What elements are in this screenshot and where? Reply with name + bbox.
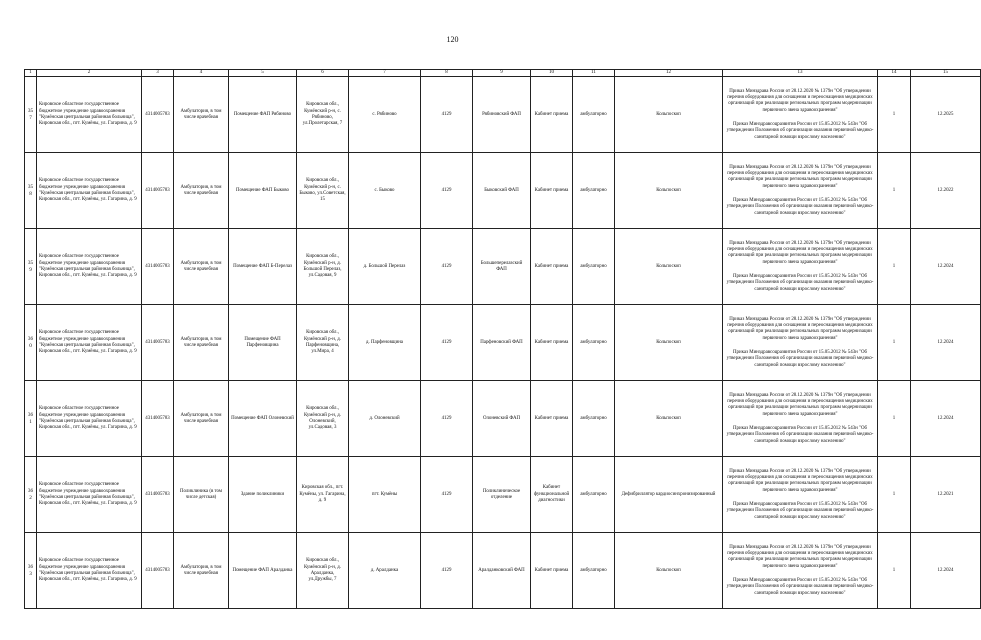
unit-cell: Парфеновский ФАП [473,305,531,381]
care-mode-cell: амбулаторно [573,533,615,609]
legal-basis-order-543n: Приказ Минздравсоцразвития России от 15.05.2012 № 543н "Об утверждении Положения об организации оказания первичной медико-санитарной помощи взрослому населению" [726,426,874,444]
care-mode-cell: амбулаторно [573,305,615,381]
premises-cell: Помещение ФАП Олоневский [229,381,297,457]
organization-cell: Кировское областное государственное бюджетное учреждение здравоохранения "Кумёнская центральная районная больница", Кировская обл., пгт. Кумёны, ул. Гагарина, д. 9 [37,381,142,457]
due-date-cell: 12.2024 [911,229,981,305]
legal-basis-cell [723,229,878,305]
legal-basis-order-543n: Приказ Минздравсоцразвития России от 15.05.2012 № 543н "Об утверждении Положения об организации оказания первичной медико-санитарной помощи взрослому населению" [726,198,874,216]
locality-cell: с. Рябиново [349,77,421,153]
due-date-cell: 12.2024 [911,381,981,457]
due-date-cell: 12.2025 [911,77,981,153]
column-number: 7 [349,70,421,77]
inn-cell: 4314005783 [142,229,174,305]
column-number: 11 [573,70,615,77]
legal-basis-cell [723,457,878,533]
premises-cell: Помещение ФАП Парфеновщина [229,305,297,381]
facility-type-cell: Амбулатория, в том числе врачебная [174,533,229,609]
row-number-cell: 362 [25,457,37,533]
column-number: 4 [174,70,229,77]
table-row [25,533,981,609]
table-row [25,77,981,153]
unit-cell: Рябиновский ФАП [473,77,531,153]
unit-cell: Поликлиническое отделение [473,457,531,533]
column-number: 3 [142,70,174,77]
quantity-cell: 1 [878,77,911,153]
table-row [25,457,981,533]
legal-basis-order-1379n: Приказ Минздрава России от 28.12.2020 № 1379н "Об утверждении перечня оборудования для оснащения и переоснащения медицинских организаций при реализации региональных программ модернизации первичного звена здравоохранения" [727,164,873,189]
address-cell: Кировская обл., Кумёнский р-н, с. Рябиново, ул.Пролетарская, 7 [297,77,349,153]
inn-cell: 4314005783 [142,153,174,229]
column-number: 2 [37,70,142,77]
legal-basis-order-1379n: Приказ Минздрава России от 28.12.2020 № 1379н "Об утверждении перечня оборудования для оснащения и переоснащения медицинских организаций при реализации региональных программ модернизации первичного звена здравоохранения" [727,240,873,265]
legal-basis-order-543n: Приказ Минздравсоцразвития России от 15.05.2012 № 543н "Об утверждении Положения об организации оказания первичной медико-санитарной помощи взрослому населению" [726,274,874,292]
equipment-cell: Дефибриллятор кардиосинхронизированный [615,457,723,533]
equipment-cell: Кольпоскоп [615,533,723,609]
equipment-cell: Кольпоскоп [615,77,723,153]
column-number: 9 [473,70,531,77]
premises-cell: Помещение ФАП Рябиново [229,77,297,153]
care-mode-cell: амбулаторно [573,381,615,457]
quantity-cell: 1 [878,153,911,229]
facility-type-cell: Амбулатория, в том числе врачебная [174,153,229,229]
address-cell: Кировская обл., Кумёнский р-н, д. Олоневский, ул.Садовая, 3 [297,381,349,457]
register-table [24,69,981,609]
premises-cell: Помещение ФАП Быково [229,153,297,229]
code-cell: 4129 [421,533,473,609]
facility-type-cell: Поликлиника (в том числе детская) [174,457,229,533]
table-row [25,305,981,381]
legal-basis-cell [723,381,878,457]
column-number: 15 [911,70,981,77]
code-cell: 4129 [421,229,473,305]
premises-cell: Здание поликлиники [229,457,297,533]
due-date-cell: 12.2021 [911,457,981,533]
column-number: 6 [297,70,349,77]
facility-type-cell: Амбулатория, в том числе врачебная [174,229,229,305]
address-cell: Кировская обл., Кумёнский р-н, д. Аралданка, ул.Дружбы, 7 [297,533,349,609]
row-number-cell: 361 [25,381,37,457]
unit-cell: Аралданковский ФАП [473,533,531,609]
legal-basis-order-1379n: Приказ Минздрава России от 28.12.2020 № 1379н "Об утверждении перечня оборудования для оснащения и переоснащения медицинских организаций при реализации региональных программ модернизации первичного звена здравоохранения" [727,392,873,417]
column-number: 12 [615,70,723,77]
inn-cell: 4314005783 [142,533,174,609]
inn-cell: 4314005783 [142,381,174,457]
care-mode-cell: амбулаторно [573,457,615,533]
due-date-cell: 12.2024 [911,305,981,381]
room-cell: Кабинет функциональной диагностики [531,457,573,533]
code-cell: 4129 [421,457,473,533]
locality-cell: д. Олоневский [349,381,421,457]
unit-cell: Быковский ФАП [473,153,531,229]
equipment-cell: Кольпоскоп [615,229,723,305]
care-mode-cell: амбулаторно [573,229,615,305]
room-cell: Кабинет приема [531,381,573,457]
legal-basis-cell [723,77,878,153]
unit-cell: Большеперелазский ФАП [473,229,531,305]
legal-basis-order-1379n: Приказ Минздрава России от 28.12.2020 № 1379н "Об утверждении перечня оборудования для оснащения и переоснащения медицинских организаций при реализации региональных программ модернизации первичного звена здравоохранения" [727,468,873,493]
legal-basis-order-543n: Приказ Минздравсоцразвития России от 15.05.2012 № 543н "Об утверждении Положения об организации оказания первичной медико-санитарной помощи взрослому населению" [726,578,874,596]
locality-cell: пгт. Кумёны [349,457,421,533]
inn-cell: 4314005783 [142,457,174,533]
organization-cell: Кировское областное государственное бюджетное учреждение здравоохранения "Кумёнская центральная районная больница", Кировская обл., пгт. Кумёны, ул. Гагарина, д. 9 [37,229,142,305]
care-mode-cell: амбулаторно [573,77,615,153]
room-cell: Кабинет приема [531,533,573,609]
quantity-cell: 1 [878,457,911,533]
page-number: 120 [446,35,459,44]
legal-basis-order-1379n: Приказ Минздрава России от 28.12.2020 № 1379н "Об утверждении перечня оборудования для оснащения и переоснащения медицинских организаций при реализации региональных программ модернизации первичного звена здравоохранения" [727,544,873,569]
legal-basis-order-1379n: Приказ Минздрава России от 28.12.2020 № 1379н "Об утверждении перечня оборудования для оснащения и переоснащения медицинских организаций при реализации региональных программ модернизации первичного звена здравоохранения" [727,316,873,341]
room-cell: Кабинет приема [531,229,573,305]
facility-type-cell: Амбулатория, в том числе врачебная [174,77,229,153]
address-cell: Кировская обл., Кумёнский р-н, д. Парфеновщина, ул.Мира, 4 [297,305,349,381]
unit-cell: Олоневский ФАП [473,381,531,457]
row-number-cell: 360 [25,305,37,381]
row-number-cell: 363 [25,533,37,609]
column-number: 14 [878,70,911,77]
inn-cell: 4314005783 [142,305,174,381]
organization-cell: Кировское областное государственное бюджетное учреждение здравоохранения "Кумёнская центральная районная больница", Кировская обл., пгт. Кумёны, ул. Гагарина, д. 9 [37,533,142,609]
legal-basis-order-543n: Приказ Минздравсоцразвития России от 15.05.2012 № 543н "Об утверждении Положения об организации оказания первичной медико-санитарной помощи взрослому населению" [726,502,874,520]
code-cell: 4129 [421,153,473,229]
premises-cell: Помещение ФАП Б-Перелаз [229,229,297,305]
column-number-row [25,70,981,77]
legal-basis-order-543n: Приказ Минздравсоцразвития России от 15.05.2012 № 543н "Об утверждении Положения об организации оказания первичной медико-санитарной помощи взрослому населению" [726,122,874,140]
due-date-cell: 12.2022 [911,153,981,229]
column-number: 8 [421,70,473,77]
locality-cell: д. Аралданка [349,533,421,609]
column-number: 13 [723,70,878,77]
due-date-cell: 12.2024 [911,533,981,609]
legal-basis-cell [723,533,878,609]
address-cell: Кировская обл., Кумёнский р-н, д. Большой Перелаз, ул.Садовая, 9 [297,229,349,305]
row-number-cell: 357 [25,77,37,153]
room-cell: Кабинет приема [531,153,573,229]
locality-cell: д. Парфеновщина [349,305,421,381]
legal-basis-order-1379n: Приказ Минздрава России от 28.12.2020 № 1379н "Об утверждении перечня оборудования для оснащения и переоснащения медицинских организаций при реализации региональных программ модернизации первичного звена здравоохранения" [727,88,873,113]
quantity-cell: 1 [878,229,911,305]
column-number: 5 [229,70,297,77]
equipment-cell: Кольпоскоп [615,153,723,229]
table-row [25,229,981,305]
code-cell: 4129 [421,77,473,153]
care-mode-cell: амбулаторно [573,153,615,229]
column-number: 1 [25,70,37,77]
room-cell: Кабинет приема [531,305,573,381]
inn-cell: 4314005783 [142,77,174,153]
organization-cell: Кировское областное государственное бюджетное учреждение здравоохранения "Кумёнская центральная районная больница", Кировская обл., пгт. Кумёны, ул. Гагарина, д. 9 [37,305,142,381]
facility-type-cell: Амбулатория, в том числе врачебная [174,381,229,457]
code-cell: 4129 [421,381,473,457]
equipment-cell: Кольпоскоп [615,305,723,381]
legal-basis-cell [723,305,878,381]
row-number-cell: 359 [25,229,37,305]
table-row [25,381,981,457]
equipment-cell: Кольпоскоп [615,381,723,457]
organization-cell: Кировское областное государственное бюджетное учреждение здравоохранения "Кумёнская центральная районная больница", Кировская обл., пгт. Кумёны, ул. Гагарина, д. 9 [37,153,142,229]
row-number-cell: 358 [25,153,37,229]
quantity-cell: 1 [878,305,911,381]
locality-cell: д. Большой Перелаз [349,229,421,305]
organization-cell: Кировское областное государственное бюджетное учреждение здравоохранения "Кумёнская центральная районная больница", Кировская обл., пгт. Кумёны, ул. Гагарина, д. 9 [37,457,142,533]
address-cell: Кировская обл., Кумёнский р-н, с. Быково, ул.Советская, 15 [297,153,349,229]
address-cell: Кировская обл., пгт. Кумёны, ул. Гагарина, д. 9 [297,457,349,533]
quantity-cell: 1 [878,533,911,609]
facility-type-cell: Амбулатория, в том числе врачебная [174,305,229,381]
column-number: 10 [531,70,573,77]
code-cell: 4129 [421,305,473,381]
legal-basis-order-543n: Приказ Минздравсоцразвития России от 15.05.2012 № 543н "Об утверждении Положения об организации оказания первичной медико-санитарной помощи взрослому населению" [726,350,874,368]
room-cell: Кабинет приема [531,77,573,153]
table-row [25,153,981,229]
legal-basis-cell [723,153,878,229]
premises-cell: Помещение ФАП Аралданка [229,533,297,609]
locality-cell: с. Быково [349,153,421,229]
organization-cell: Кировское областное государственное бюджетное учреждение здравоохранения "Кумёнская центральная районная больница", Кировская обл., пгт. Кумёны, ул. Гагарина, д. 9 [37,77,142,153]
quantity-cell: 1 [878,381,911,457]
